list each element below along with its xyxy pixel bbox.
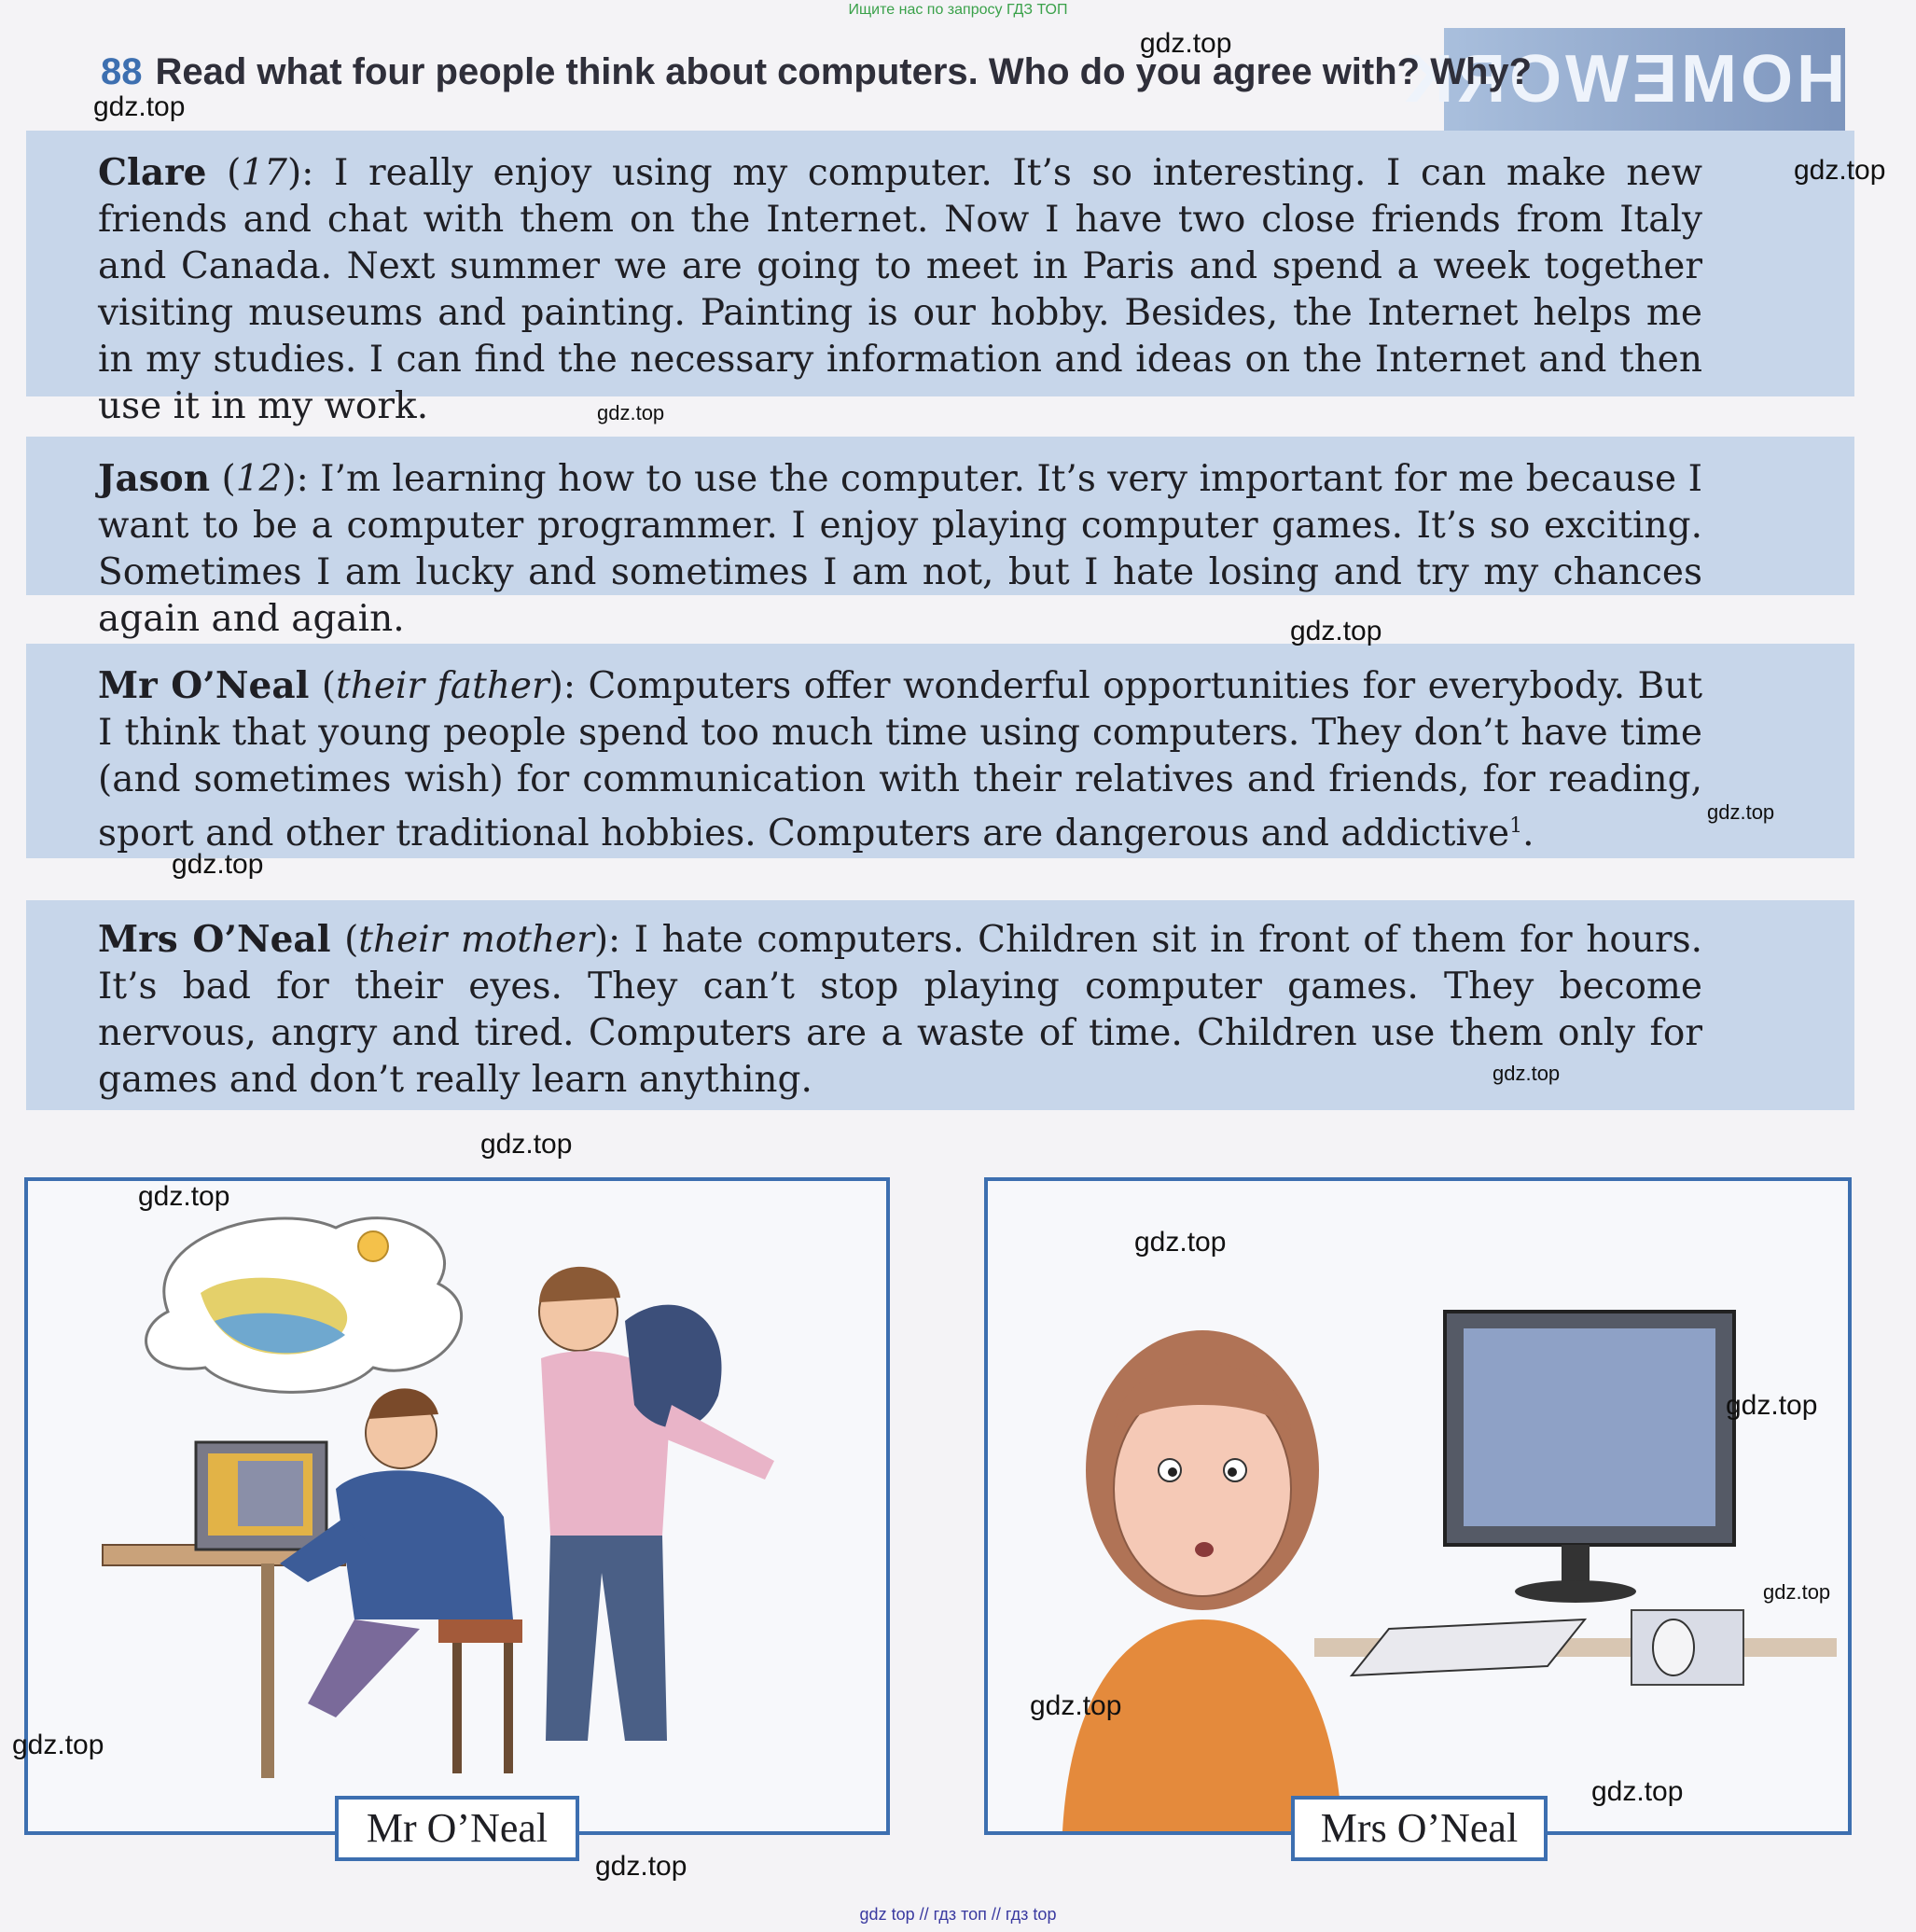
mrs-oneal-computer-drawing [988,1181,1848,1831]
watermark: gdz.top [172,849,264,880]
watermark: gdz.top [1134,1227,1227,1258]
opinion-text: : I hate computers. Children sit in front of them for hours. It’s bad for their eyes. They can’t stop playing computer games. They become nervous, angry and tired. Computers are a waste of time. Children use them only for games and don’t really learn anything. [98,919,1702,1101]
opinion-clare: Clare (17): I really enjoy using my computer. It’s so interesting. I can make new friends and chat with them on the Internet. Now I have two close friends from Italy and Canada. Next summer we are going to meet in Paris and spend a week together visiting museums and painting. Painting is our hobby. Besides, the Internet helps me in my studies. I can find the necessary information and ideas on the Internet and then use it in my work. [98,151,1702,427]
speaker-descriptor: 17 [241,152,287,194]
opinion-mr-oneal: Mr O’Neal (their father): Computers offer wonderful opportunities for everybody. But I think that young people spend too much time using computers. They don’t have time (and sometimes wish) for communication with their relatives and friends, for reading, sport and other traditional hobbies. Computers are dangerous and addictive$^1$. [98,664,1702,855]
footer-watermark[interactable]: gdz top // гдз топ // гдз top [859,1905,1057,1924]
speaker-name: Mrs O’Neal [98,918,331,961]
watermark: gdz.top [1763,1580,1831,1604]
illustration-mrs-oneal [984,1177,1852,1835]
watermark: gdz.top [1030,1690,1122,1721]
exercise-instruction: Read what four people think about computers. Who do you agree with? Why? [155,51,1533,92]
opinion-text: : Computers offer wonderful opportunities for everybody. But I think that young people spend too much time using computers. They don’t have time (and sometimes wish) for communication with their relatives and friends, for reading, sport and other traditional hobbies. Computers are dangerous and addictive [98,665,1702,855]
opinion-jason: Jason (12): I’m learning how to use the computer. It’s very important for me because I want to be a computer programmer. I enjoy playing computer games. It’s so exciting. Sometimes I am lucky and sometimes I am not, but I hate losing and try my chances again and again. [98,457,1702,640]
opinion-text: : I really enjoy using my computer. It’s so interesting. I can make new friends and chat with them on the Internet. Now I have two close friends from Italy and Canada. Next summer we are going to meet in Paris and spend a week together visiting museums and painting. Painting is our hobby. Besides, the Internet helps me in my studies. I can find the necessary information and ideas on the Internet and then use it in my work. [98,152,1702,427]
watermark: gdz.top [597,401,665,424]
exercise-heading [101,51,1532,93]
watermark: gdz.top [1794,155,1886,186]
speaker-name: Clare [98,151,207,194]
watermark: gdz.top [1290,616,1382,646]
top-notice[interactable]: Ищите нас по запросу ГДЗ ТОП [848,2,1068,18]
exercise-number: 88 [101,51,143,92]
footnote-marker: 1 [1509,814,1523,838]
watermark: gdz.top [480,1129,573,1160]
opinion-text-end: . [1522,813,1534,855]
opinion-text: : I’m learning how to use the computer. It’s very important for me because I want to be a computer programmer. I enjoy playing computer games. It’s so exciting. Sometimes I am lucky and sometimes I am not, but I hate losing and try my chances again and again. [98,458,1702,640]
caption-mr-oneal: Mr O’Neal [335,1796,579,1861]
watermark: gdz.top [12,1730,104,1760]
watermark: gdz.top [138,1181,230,1212]
watermark: gdz.top [93,91,186,122]
watermark: gdz.top [1726,1390,1818,1421]
watermark: gdz.top [595,1851,687,1882]
watermark: gdz.top [1140,28,1232,59]
opinion-mrs-oneal: Mrs O’Neal (their mother): I hate computers. Children sit in front of them for hours. It’s bad for their eyes. They can’t stop playing computer games. They become nervous, angry and tired. Computers are a waste of time. Children use them only for games and don’t really learn anything. [98,918,1702,1101]
mr-oneal-computer-drawing [28,1181,886,1831]
speaker-descriptor: their father [336,665,549,707]
speaker-descriptor: 12 [235,458,283,500]
speaker-descriptor: their mother [358,919,594,961]
caption-mrs-oneal: Mrs O’Neal [1291,1796,1548,1861]
watermark: gdz.top [1707,800,1775,824]
illustration-mr-oneal [24,1177,890,1835]
watermark: gdz.top [1591,1776,1684,1807]
watermark: gdz.top [1493,1062,1561,1085]
speaker-name: Jason [98,457,211,500]
homework-tab: HOMEWORK [1444,28,1845,131]
speaker-name: Mr O’Neal [98,664,310,707]
